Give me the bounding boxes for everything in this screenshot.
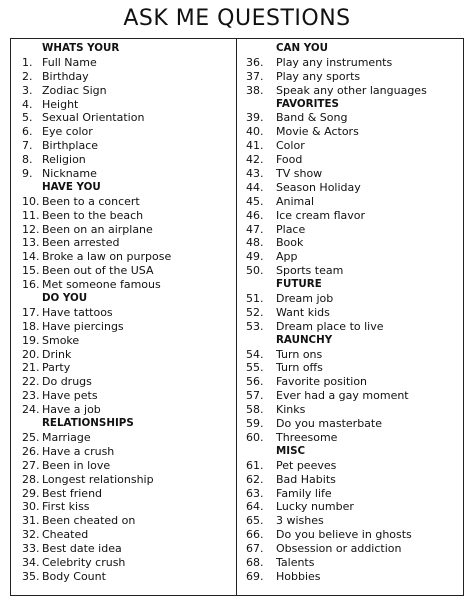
question-number: 37. — [246, 69, 264, 83]
question-number: 51. — [246, 292, 264, 306]
column-divider — [236, 38, 237, 596]
question-item — [22, 167, 232, 181]
question-text: Favorite position — [276, 375, 368, 389]
question-text: Obsession or addiction — [276, 542, 402, 556]
question-item — [22, 250, 232, 264]
question-item — [246, 320, 462, 334]
question-item — [22, 459, 232, 473]
question-text: Bad Habits — [276, 472, 336, 486]
question-number: 49. — [246, 250, 264, 264]
question-item — [22, 473, 232, 487]
question-item — [246, 375, 462, 389]
question-text: Pet peeves — [276, 458, 337, 472]
section-heading: FAVORITES — [276, 97, 339, 110]
question-text: Met someone famous — [42, 278, 161, 292]
right-column — [246, 42, 462, 584]
question-number: 30. — [22, 500, 40, 514]
question-text: TV show — [276, 167, 323, 181]
question-text: Talents — [276, 555, 315, 569]
question-text: Been in love — [42, 458, 111, 472]
question-item — [22, 556, 232, 570]
question-number: 12. — [22, 222, 40, 236]
question-item — [22, 153, 232, 167]
question-number: 19. — [22, 333, 40, 347]
question-number: 59. — [246, 417, 264, 431]
question-number: 58. — [246, 403, 264, 417]
question-number: 44. — [246, 180, 264, 194]
question-number: 67. — [246, 542, 264, 556]
question-item — [22, 361, 232, 375]
question-item — [22, 98, 232, 112]
question-text: Movie & Actors — [276, 125, 359, 139]
question-item — [22, 403, 232, 417]
question-number: 3. — [22, 83, 33, 97]
question-number: 18. — [22, 319, 40, 333]
question-item — [22, 223, 232, 237]
question-text: 3 wishes — [276, 514, 324, 528]
question-text: Cheated — [42, 528, 89, 542]
question-item — [246, 223, 462, 237]
question-number: 63. — [246, 486, 264, 500]
question-number: 65. — [246, 514, 264, 528]
question-item — [22, 209, 232, 223]
question-item — [22, 195, 232, 209]
question-item — [246, 250, 462, 264]
left-column — [22, 42, 232, 584]
question-number: 33. — [22, 542, 40, 556]
question-item — [246, 153, 462, 167]
question-item — [246, 389, 462, 403]
question-text: Been to a concert — [42, 194, 140, 208]
question-number: 34. — [22, 555, 40, 569]
question-number: 21. — [22, 361, 40, 375]
question-text: Drink — [42, 347, 72, 361]
question-text: Dream place to live — [276, 319, 384, 333]
question-number: 56. — [246, 375, 264, 389]
question-item — [22, 278, 232, 292]
question-item — [246, 570, 462, 584]
question-item — [246, 111, 462, 125]
question-number: 48. — [246, 236, 264, 250]
question-text: Family life — [276, 486, 332, 500]
question-item — [246, 431, 462, 445]
question-number: 47. — [246, 222, 264, 236]
question-item — [246, 56, 462, 70]
question-text: Food — [276, 153, 303, 167]
question-text: Book — [276, 236, 304, 250]
section-heading: WHATS YOUR — [42, 42, 120, 54]
section-heading: MISC — [276, 444, 306, 457]
question-text: Been on an airplane — [42, 222, 153, 236]
section-heading: RELATIONSHIPS — [42, 417, 134, 430]
question-item — [22, 487, 232, 501]
question-number: 28. — [22, 472, 40, 486]
question-number: 68. — [246, 555, 264, 569]
question-text: Religion — [42, 153, 86, 167]
question-item — [22, 348, 232, 362]
question-item — [22, 236, 232, 250]
question-text: Play any instruments — [276, 55, 393, 69]
section-heading: HAVE YOU — [42, 180, 101, 193]
question-text: Birthplace — [42, 139, 99, 153]
question-item — [246, 306, 462, 320]
question-text: Do you believe in ghosts — [276, 528, 412, 542]
question-item — [22, 306, 232, 320]
question-number: 10. — [22, 194, 40, 208]
question-item — [22, 334, 232, 348]
question-item — [22, 84, 232, 98]
question-text: Celebrity crush — [42, 555, 126, 569]
question-number: 35. — [22, 569, 40, 583]
question-text: Want kids — [276, 305, 330, 319]
question-text: Been cheated on — [42, 514, 136, 528]
question-item — [246, 348, 462, 362]
question-number: 15. — [22, 264, 40, 278]
question-text: Smoke — [42, 333, 80, 347]
question-item — [22, 445, 232, 459]
question-item — [246, 528, 462, 542]
question-item — [22, 125, 232, 139]
question-number: 22. — [22, 375, 40, 389]
question-text: Best friend — [42, 486, 103, 500]
question-item — [246, 195, 462, 209]
question-text: Best date idea — [42, 542, 122, 556]
question-number: 31. — [22, 514, 40, 528]
question-item — [22, 389, 232, 403]
question-item — [246, 487, 462, 501]
question-text: Lucky number — [276, 500, 354, 514]
question-text: App — [276, 250, 298, 264]
question-item — [246, 181, 462, 195]
section-heading: CAN YOU — [276, 42, 328, 54]
question-number: 5. — [22, 111, 33, 125]
question-number: 39. — [246, 111, 264, 125]
question-text: Play any sports — [276, 69, 361, 83]
question-item — [246, 403, 462, 417]
question-number: 9. — [22, 167, 33, 181]
section-heading: RAUNCHY — [276, 333, 333, 346]
question-number: 16. — [22, 278, 40, 292]
question-item — [246, 209, 462, 223]
question-text: Have tattoos — [42, 305, 113, 319]
question-text: Been to the beach — [42, 208, 144, 222]
section-heading: DO YOU — [42, 292, 88, 305]
question-text: Place — [276, 222, 306, 236]
question-text: Have a job — [42, 403, 101, 417]
question-text: Been out of the USA — [42, 264, 154, 278]
question-number: 36. — [246, 55, 264, 69]
question-number: 25. — [22, 430, 40, 444]
question-text: Have a crush — [42, 444, 115, 458]
question-number: 66. — [246, 528, 264, 542]
question-text: Zodiac Sign — [42, 83, 107, 97]
question-number: 32. — [22, 528, 40, 542]
question-item — [22, 139, 232, 153]
question-number: 8. — [22, 153, 33, 167]
question-number: 62. — [246, 472, 264, 486]
question-number: 52. — [246, 305, 264, 319]
question-text: Have piercings — [42, 319, 124, 333]
question-text: Color — [276, 139, 305, 153]
question-item — [246, 459, 462, 473]
question-text: First kiss — [42, 500, 90, 514]
question-text: Ice cream flavor — [276, 208, 366, 222]
question-item — [22, 56, 232, 70]
question-item — [22, 514, 232, 528]
question-number: 61. — [246, 458, 264, 472]
question-number: 45. — [246, 194, 264, 208]
question-text: Ever had a gay moment — [276, 389, 409, 403]
question-text: Kinks — [276, 403, 306, 417]
question-number: 6. — [22, 125, 33, 139]
question-item — [246, 125, 462, 139]
question-text: Season Holiday — [276, 180, 361, 194]
question-text: Do drugs — [42, 375, 92, 389]
section-heading: FUTURE — [276, 278, 322, 291]
question-item — [22, 528, 232, 542]
question-text: Speak any other languages — [276, 83, 427, 97]
question-number: 20. — [22, 347, 40, 361]
question-number: 42. — [246, 153, 264, 167]
question-item — [22, 542, 232, 556]
question-item — [22, 570, 232, 584]
question-text: Eye color — [42, 125, 93, 139]
question-number: 11. — [22, 208, 40, 222]
question-text: Dream job — [276, 292, 334, 306]
question-number: 69. — [246, 569, 264, 583]
question-text: Animal — [276, 194, 315, 208]
question-text: Sexual Orientation — [42, 111, 145, 125]
question-text: Nickname — [42, 167, 97, 181]
question-text: Band & Song — [276, 111, 348, 125]
question-number: 4. — [22, 97, 33, 111]
question-number: 29. — [22, 486, 40, 500]
question-number: 43. — [246, 167, 264, 181]
question-item — [22, 264, 232, 278]
question-number: 13. — [22, 236, 40, 250]
question-item — [246, 417, 462, 431]
question-number: 7. — [22, 139, 33, 153]
question-item — [246, 264, 462, 278]
question-text: Have pets — [42, 389, 98, 403]
question-item — [22, 70, 232, 84]
question-text: Party — [42, 361, 71, 375]
question-number: 24. — [22, 403, 40, 417]
question-number: 46. — [246, 208, 264, 222]
question-text: Full Name — [42, 55, 97, 69]
question-text: Hobbies — [276, 569, 321, 583]
question-item — [22, 375, 232, 389]
question-text: Do you masterbate — [276, 417, 382, 431]
question-item — [22, 111, 232, 125]
question-item — [246, 236, 462, 250]
question-number: 50. — [246, 264, 264, 278]
question-number: 41. — [246, 139, 264, 153]
question-item — [22, 500, 232, 514]
question-item — [246, 84, 462, 98]
question-text: Turn ons — [276, 347, 323, 361]
question-text: Body Count — [42, 569, 106, 583]
question-number: 17. — [22, 305, 40, 319]
question-number: 60. — [246, 430, 264, 444]
question-number: 2. — [22, 69, 33, 83]
question-number: 53. — [246, 319, 264, 333]
page-title: ASK ME QUESTIONS — [123, 6, 351, 31]
question-text: Height — [42, 97, 79, 111]
question-number: 23. — [22, 389, 40, 403]
question-item — [22, 320, 232, 334]
question-item — [246, 556, 462, 570]
question-item — [22, 431, 232, 445]
question-item — [246, 514, 462, 528]
question-item — [246, 361, 462, 375]
question-text: Been arrested — [42, 236, 120, 250]
question-item — [246, 500, 462, 514]
question-number: 14. — [22, 250, 40, 264]
question-text: Birthday — [42, 69, 89, 83]
question-text: Broke a law on purpose — [42, 250, 172, 264]
question-text: Sports team — [276, 264, 344, 278]
question-number: 54. — [246, 347, 264, 361]
question-item — [246, 139, 462, 153]
question-number: 64. — [246, 500, 264, 514]
question-number: 40. — [246, 125, 264, 139]
question-item — [246, 167, 462, 181]
question-text: Longest relationship — [42, 472, 154, 486]
question-item — [246, 70, 462, 84]
question-number: 57. — [246, 389, 264, 403]
question-item — [246, 292, 462, 306]
question-text: Turn offs — [276, 361, 323, 375]
question-number: 55. — [246, 361, 264, 375]
question-number: 1. — [22, 55, 33, 69]
question-item — [246, 542, 462, 556]
question-text: Marriage — [42, 430, 91, 444]
question-number: 26. — [22, 444, 40, 458]
question-number: 27. — [22, 458, 40, 472]
question-number: 38. — [246, 83, 264, 97]
question-text: Threesome — [276, 430, 338, 444]
question-item — [246, 473, 462, 487]
